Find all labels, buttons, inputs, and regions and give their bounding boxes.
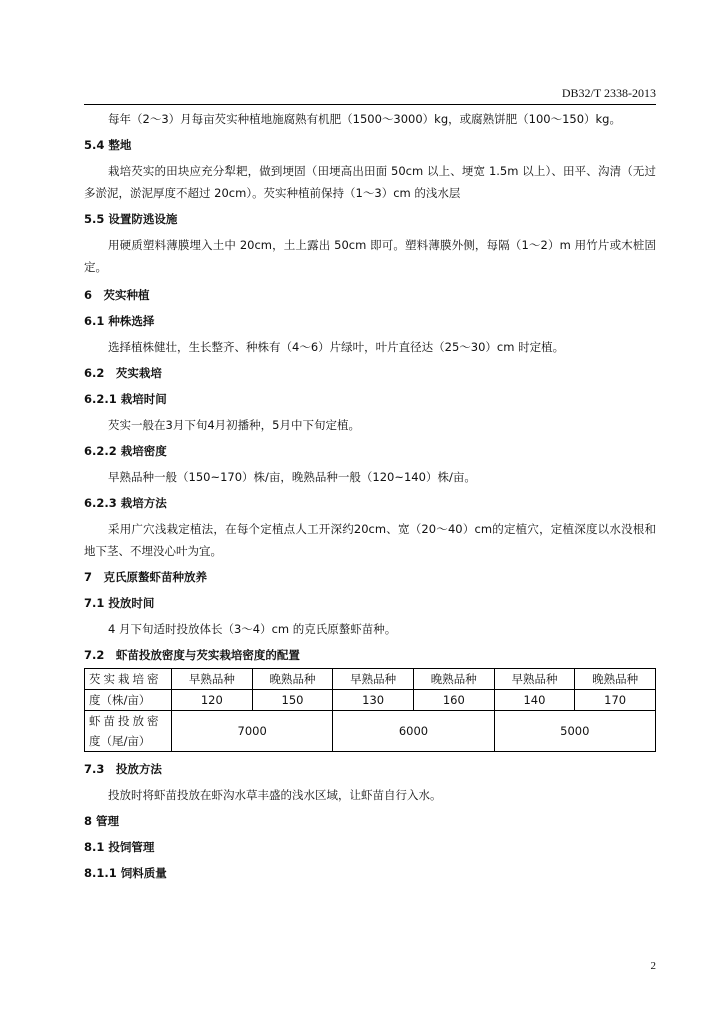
paragraph-5-5: 用硬质塑料薄膜埋入土中 20cm，土上露出 50cm 即可。塑料薄膜外侧，每隔（1～2）m 用竹片或木桩固定。	[84, 238, 656, 274]
shrimp-density-cell: 6000	[333, 711, 494, 752]
variety-cell: 早熟品种	[172, 669, 253, 690]
row-header-plant: 芡实栽培密	[85, 669, 172, 690]
variety-cell: 晚熟品种	[413, 669, 494, 690]
heading-8: 8 管理	[84, 814, 120, 828]
shrimp-density-cell: 7000	[172, 711, 333, 752]
heading-8-1: 8.1 投饲管理	[84, 840, 155, 854]
page-number: 2	[650, 960, 656, 972]
variety-cell: 早熟品种	[494, 669, 575, 690]
heading-7: 7 克氏原螯虾苗种放养	[84, 570, 208, 584]
row-header-shrimp: 虾苗投放密 度（尾/亩）	[85, 711, 172, 752]
table-row	[85, 711, 656, 752]
paragraph-7-3: 投放时将虾苗投放在虾沟水草丰盛的浅水区域，让虾苗自行入水。	[108, 788, 442, 802]
heading-6-1: 6.1 种株选择	[84, 314, 155, 328]
heading-7-2: 7.2 虾苗投放密度与芡实栽培密度的配置	[84, 648, 300, 662]
plant-density-cell: 160	[413, 690, 494, 711]
plant-density-cell: 140	[494, 690, 575, 711]
paragraph-6-1: 选择植株健壮，生长整齐、种株有（4～6）片绿叶，叶片直径达（25～30）cm 时定植。	[108, 340, 565, 354]
heading-5-4: 5.4 整地	[84, 138, 132, 152]
table-row	[85, 669, 656, 690]
variety-cell: 晚熟品种	[252, 669, 333, 690]
header-divider	[84, 104, 656, 105]
paragraph-5-4: 栽培芡实的田块应充分犁耙，做到埂固（田埂高出田面 50cm 以上、埂宽 1.5m 以上）、田平、沟清（无过多淤泥，淤泥厚度不超过 20cm）。芡实种植前保持（1～3）cm 的浅水层	[84, 164, 656, 200]
plant-density-cell: 170	[575, 690, 656, 711]
plant-density-cell: 130	[333, 690, 414, 711]
heading-7-1: 7.1 投放时间	[84, 596, 155, 610]
heading-6-2-1: 6.2.1 栽培时间	[84, 392, 167, 406]
document-body	[84, 108, 656, 882]
density-table	[84, 668, 656, 752]
row-header-plant-unit: 度（株/亩）	[85, 690, 172, 711]
heading-6-2: 6.2 芡实栽培	[84, 366, 162, 380]
heading-6-2-2: 6.2.2 栽培密度	[84, 444, 167, 458]
paragraph-7-1: 4 月下旬适时投放体长（3～4）cm 的克氏原螯虾苗种。	[108, 622, 397, 636]
table-row	[85, 690, 656, 711]
shrimp-density-cell: 5000	[494, 711, 655, 752]
variety-cell: 早熟品种	[333, 669, 414, 690]
paragraph-6-2-3: 采用广穴浅栽定植法，在每个定植点人工开深约20cm、宽（20～40）cm的定植穴，定植深度以水没根和地下茎、不埋没心叶为宜。	[84, 522, 656, 558]
paragraph-fertilizer: 每年（2～3）月每亩芡实种植地施腐熟有机肥（1500～3000）kg，或腐熟饼肥（100～150）kg。	[108, 112, 621, 126]
paragraph-6-2-1: 芡实一般在3月下旬4月初播种，5月中下旬定植。	[108, 418, 360, 432]
plant-density-cell: 120	[172, 690, 253, 711]
heading-8-1-1: 8.1.1 饲料质量	[84, 866, 167, 880]
document-code: DB32/T 2338-2013	[561, 86, 656, 100]
plant-density-cell: 150	[252, 690, 333, 711]
heading-6: 6 芡实种植	[84, 288, 150, 302]
variety-cell: 晚熟品种	[575, 669, 656, 690]
heading-6-2-3: 6.2.3 栽培方法	[84, 496, 167, 510]
heading-5-5: 5.5 设置防逃设施	[84, 212, 178, 226]
paragraph-6-2-2: 早熟品种一般（150~170）株/亩，晚熟品种一般（120~140）株/亩。	[108, 470, 476, 484]
heading-7-3: 7.3 投放方法	[84, 762, 162, 776]
